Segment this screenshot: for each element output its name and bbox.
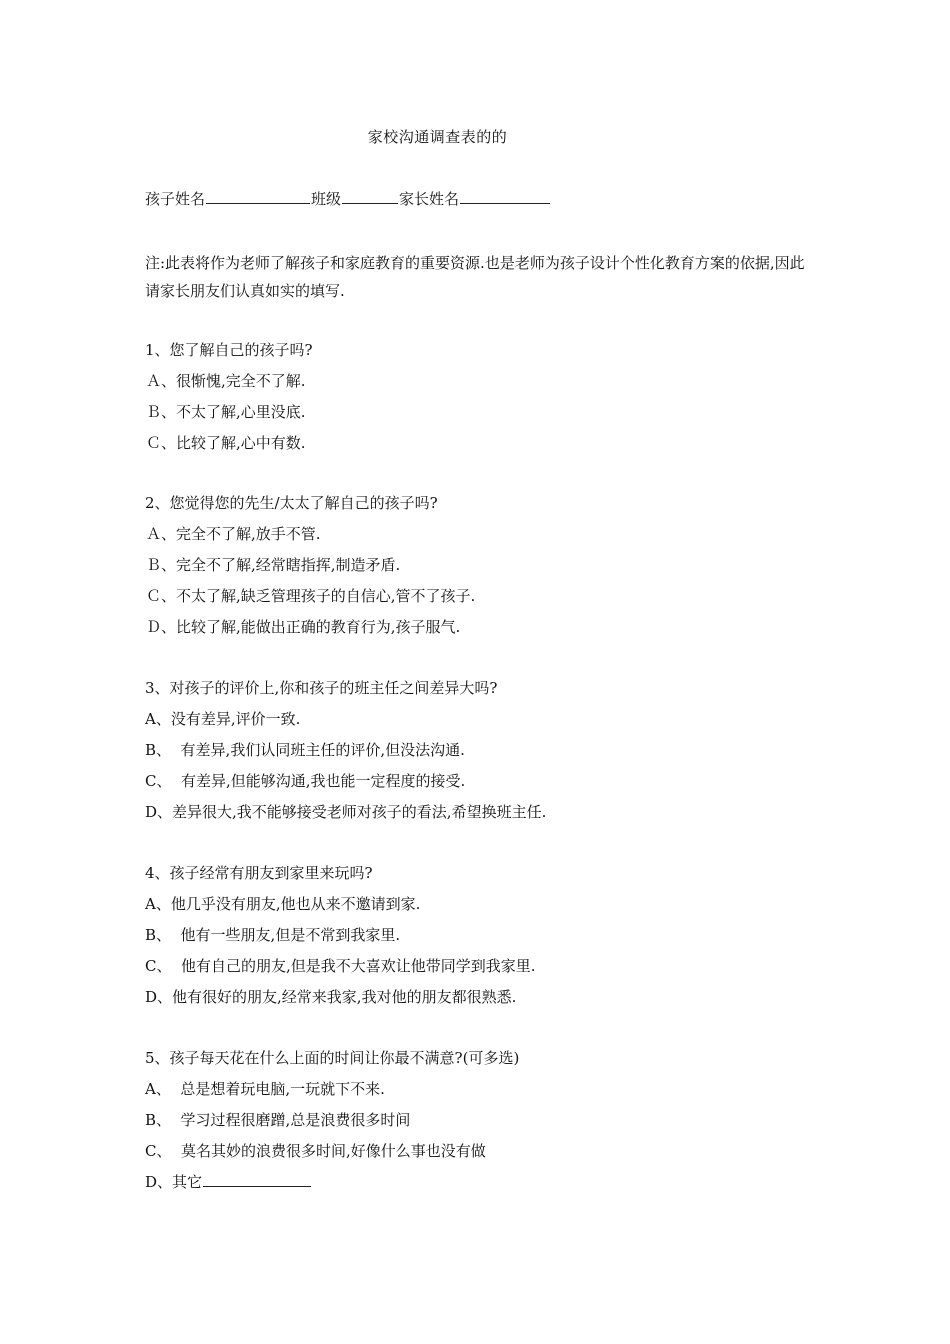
option-a[interactable]: A、没有差异,评价一致. <box>145 710 301 728</box>
question-text: 5、孩子每天花在什么上面的时间让你最不满意?(可多选) <box>145 1049 520 1067</box>
question-text: 4、孩子经常有朋友到家里来玩吗? <box>145 864 373 882</box>
option-a[interactable]: Ａ、很惭愧,完全不了解. <box>146 372 306 390</box>
question-1 <box>145 334 845 459</box>
option-a[interactable]: A、他几乎没有朋友,他也从来不邀请到家. <box>145 895 421 913</box>
option-a[interactable]: A、 总是想着玩电脑,一玩就下不来. <box>145 1080 385 1098</box>
option-c[interactable]: Ｃ、比较了解,心中有数. <box>146 434 306 452</box>
option-c[interactable]: C、 他有自己的朋友,但是我不大喜欢让他带同学到我家里. <box>145 957 536 975</box>
child-name-label: 孩子姓名 <box>145 190 206 208</box>
info-line <box>145 188 551 209</box>
option-a[interactable]: Ａ、完全不了解,放手不管. <box>146 525 321 543</box>
class-label: 班级 <box>311 190 342 208</box>
option-d[interactable]: D、其它 <box>145 1173 203 1191</box>
other-blank[interactable] <box>203 1172 311 1187</box>
question-4 <box>145 857 845 1013</box>
question-text: 2、您觉得您的先生/太太了解自己的孩子吗? <box>145 494 438 512</box>
option-c[interactable]: C、 莫名其妙的浪费很多时间,好像什么事也没有做 <box>145 1142 486 1160</box>
child-name-blank[interactable] <box>206 189 310 204</box>
option-b[interactable]: B、 他有一些朋友,但是不常到我家里. <box>145 926 401 944</box>
question-text: 3、对孩子的评价上,你和孩子的班主任之间差异大吗? <box>145 679 498 697</box>
option-b[interactable]: B、 学习过程很磨蹭,总是浪费很多时间 <box>145 1111 411 1129</box>
question-5 <box>145 1042 845 1198</box>
note-text: 注:此表将作为老师了解孩子和家庭教育的重要资源.也是老师为孩子设计个性化教育方案的依据,因此请家长朋友们认真如实的填写. <box>145 254 805 300</box>
option-c[interactable]: Ｃ、不太了解,缺乏管理孩子的自信心,管不了孩子. <box>146 587 476 605</box>
option-d[interactable]: Ｄ、比较了解,能做出正确的教育行为,孩子服气. <box>146 618 461 636</box>
option-d[interactable]: D、他有很好的朋友,经常来我家,我对他的朋友都很熟悉. <box>145 988 517 1006</box>
question-3 <box>145 672 845 828</box>
option-b[interactable]: Ｂ、不太了解,心里没底. <box>146 403 306 421</box>
option-d-row <box>145 1167 845 1198</box>
parent-name-label: 家长姓名 <box>399 190 460 208</box>
document-title: 家校沟通调查表的的 <box>367 128 508 146</box>
parent-name-blank[interactable] <box>460 189 550 204</box>
class-blank[interactable] <box>342 189 398 204</box>
question-2 <box>145 487 845 643</box>
question-text: 1、您了解自己的孩子吗? <box>145 341 313 359</box>
option-b[interactable]: Ｂ、完全不了解,经常瞎指挥,制造矛盾. <box>146 556 401 574</box>
option-d[interactable]: D、差异很大,我不能够接受老师对孩子的看法,希望换班主任. <box>145 803 547 821</box>
option-c[interactable]: C、 有差异,但能够沟通,我也能一定程度的接受. <box>145 772 466 790</box>
option-b[interactable]: B、 有差异,我们认同班主任的评价,但没法沟通. <box>145 741 465 759</box>
